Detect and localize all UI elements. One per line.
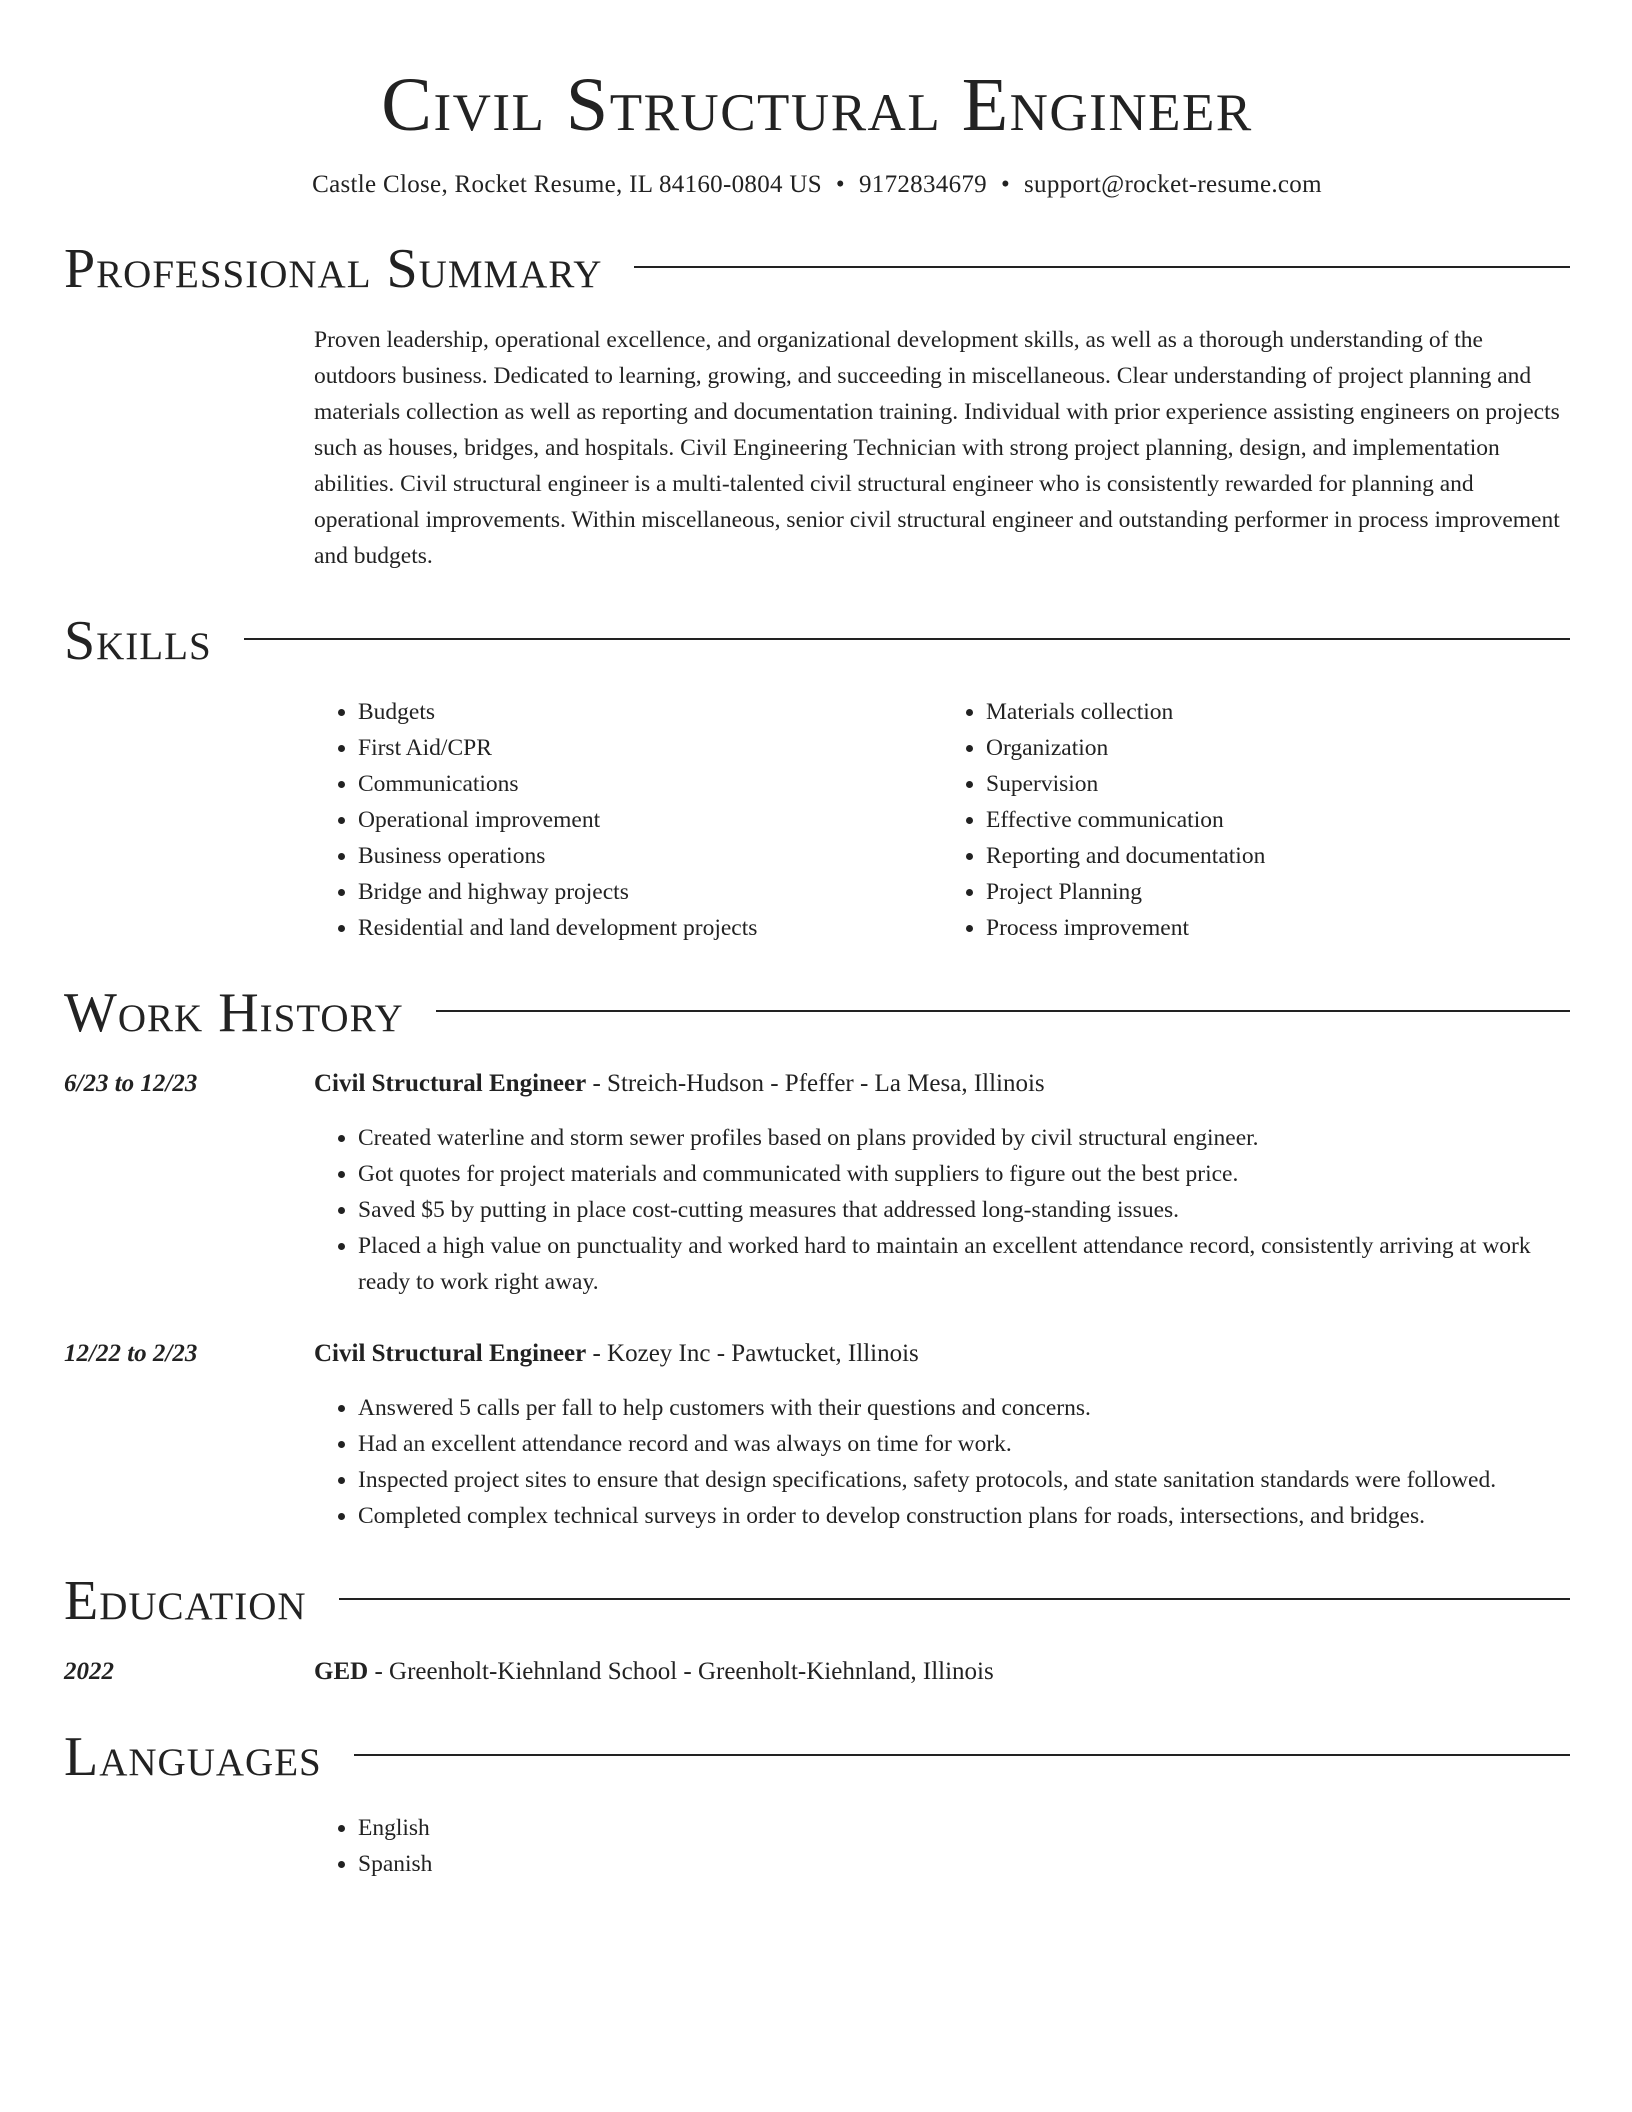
job-bullet: • Inspected project sites to ensure that design specifications, safety protocols, and state sanitation standards were followed. bbox=[358, 1462, 1570, 1498]
section-heading-education: Education bbox=[64, 1570, 307, 1632]
contact-phone: 9172834679 bbox=[858, 171, 987, 198]
section-heading-work: Work History bbox=[64, 982, 404, 1044]
job-bullet: • Completed complex technical surveys in order to develop construction plans for roads, intersections, and bridges. bbox=[358, 1498, 1570, 1534]
section-work-header bbox=[64, 980, 1570, 1046]
skills-list bbox=[314, 694, 1570, 946]
job-bullet: • Placed a high value on punctuality and worked hard to maintain an excellent attendance record, consistently arriving at work ready to work right away. bbox=[358, 1228, 1570, 1300]
job-title: Civil Structural Engineer bbox=[314, 1340, 587, 1367]
section-heading-skills: Skills bbox=[64, 610, 212, 672]
section-divider bbox=[634, 266, 1570, 268]
skill-item: • First Aid/CPR bbox=[358, 730, 942, 766]
job-details: - Kozey Inc - Pawtucket, Illinois bbox=[586, 1340, 919, 1367]
section-education-header bbox=[64, 1568, 1570, 1634]
education-degree: GED bbox=[314, 1658, 369, 1685]
summary-text: Proven leadership, operational excellence, and organizational development skills, as well as a thorough understanding of the outdoors business. Dedicated to learning, growing, and succeeding in miscellaneous. Clear understanding of project planning and materials collection as well as reporting and documentation training. Individual with prior experience assisting engineers on projects such as houses, bridges, and hospitals. Civil Engineering Technician with strong project planning, design, and implementation abilities. Civil structural engineer is a multi-talented civil structural engineer who is consistently rewarded for planning and operational improvements. Within miscellaneous, senior civil structural engineer and outstanding performer in process improvement and budgets. bbox=[314, 327, 1560, 569]
job-bullet: • Saved $5 by putting in place cost-cutting measures that addressed long-standing issues. bbox=[358, 1192, 1570, 1228]
job-entry bbox=[64, 1066, 1570, 1300]
skill-item: • Materials collection bbox=[986, 694, 1570, 730]
skill-item: • Reporting and documentation bbox=[986, 838, 1570, 874]
section-languages-header bbox=[64, 1724, 1570, 1790]
education-entry bbox=[64, 1654, 1570, 1690]
languages-bullets bbox=[314, 1810, 1570, 1882]
job-bullet: • Answered 5 calls per fall to help customers with their questions and concerns. bbox=[358, 1390, 1570, 1426]
skill-item: • Project Planning bbox=[986, 874, 1570, 910]
job-title-line bbox=[314, 1336, 1570, 1372]
language-item: • English bbox=[358, 1810, 1570, 1846]
skill-item: • Operational improvement bbox=[358, 802, 942, 838]
contact-separator: • bbox=[835, 171, 845, 198]
section-divider bbox=[436, 1010, 1570, 1012]
education-details: - Greenholt-Kiehnland School - Greenholt-Kiehnland, Illinois bbox=[368, 1658, 994, 1685]
education-year: 2022 bbox=[64, 1658, 114, 1685]
job-entry bbox=[64, 1336, 1570, 1534]
language-item: • Spanish bbox=[358, 1846, 1570, 1882]
job-details: - Streich-Hudson - Pfeffer - La Mesa, Illinois bbox=[586, 1070, 1045, 1097]
section-heading-languages: Languages bbox=[64, 1726, 322, 1788]
section-skills-header bbox=[64, 608, 1570, 674]
job-bullets bbox=[314, 1120, 1570, 1300]
job-bullet: • Had an excellent attendance record and was always on time for work. bbox=[358, 1426, 1570, 1462]
job-title: Civil Structural Engineer bbox=[314, 1070, 587, 1097]
languages-list bbox=[314, 1810, 1570, 1882]
skills-column-left bbox=[314, 694, 942, 946]
skills-column-right bbox=[942, 694, 1570, 946]
contact-email[interactable]: support@rocket-resume.com bbox=[1024, 171, 1322, 198]
resume-name: Civil Structural Engineer bbox=[381, 63, 1253, 147]
job-title-line bbox=[314, 1066, 1570, 1102]
job-bullet: • Got quotes for project materials and communicated with suppliers to figure out the best price. bbox=[358, 1156, 1570, 1192]
job-body bbox=[314, 1066, 1570, 1300]
job-bullets bbox=[314, 1390, 1570, 1534]
section-heading-summary: Professional Summary bbox=[64, 238, 603, 300]
contact-separator: • bbox=[1000, 171, 1011, 198]
job-bullet: • Created waterline and storm sewer profiles based on plans provided by civil structural engineer. bbox=[358, 1120, 1570, 1156]
section-divider bbox=[244, 638, 1570, 640]
job-dates: 12/22 to 2/23 bbox=[64, 1340, 198, 1367]
section-summary-header bbox=[64, 236, 1570, 302]
skill-item: • Process improvement bbox=[986, 910, 1570, 946]
contact-line bbox=[64, 168, 1570, 202]
skill-item: • Residential and land development projects bbox=[358, 910, 942, 946]
skill-item: • Effective communication bbox=[986, 802, 1570, 838]
section-divider bbox=[354, 1754, 1570, 1756]
skill-item: • Communications bbox=[358, 766, 942, 802]
skill-item: • Supervision bbox=[986, 766, 1570, 802]
skill-item: • Bridge and highway projects bbox=[358, 874, 942, 910]
skill-item: • Budgets bbox=[358, 694, 942, 730]
section-divider bbox=[339, 1598, 1570, 1600]
skill-item: • Business operations bbox=[358, 838, 942, 874]
job-dates: 6/23 to 12/23 bbox=[64, 1070, 198, 1097]
contact-address: Castle Close, Rocket Resume, IL 84160-0804 US bbox=[312, 171, 822, 198]
job-body bbox=[314, 1336, 1570, 1534]
education-line bbox=[314, 1654, 994, 1690]
skill-item: • Organization bbox=[986, 730, 1570, 766]
